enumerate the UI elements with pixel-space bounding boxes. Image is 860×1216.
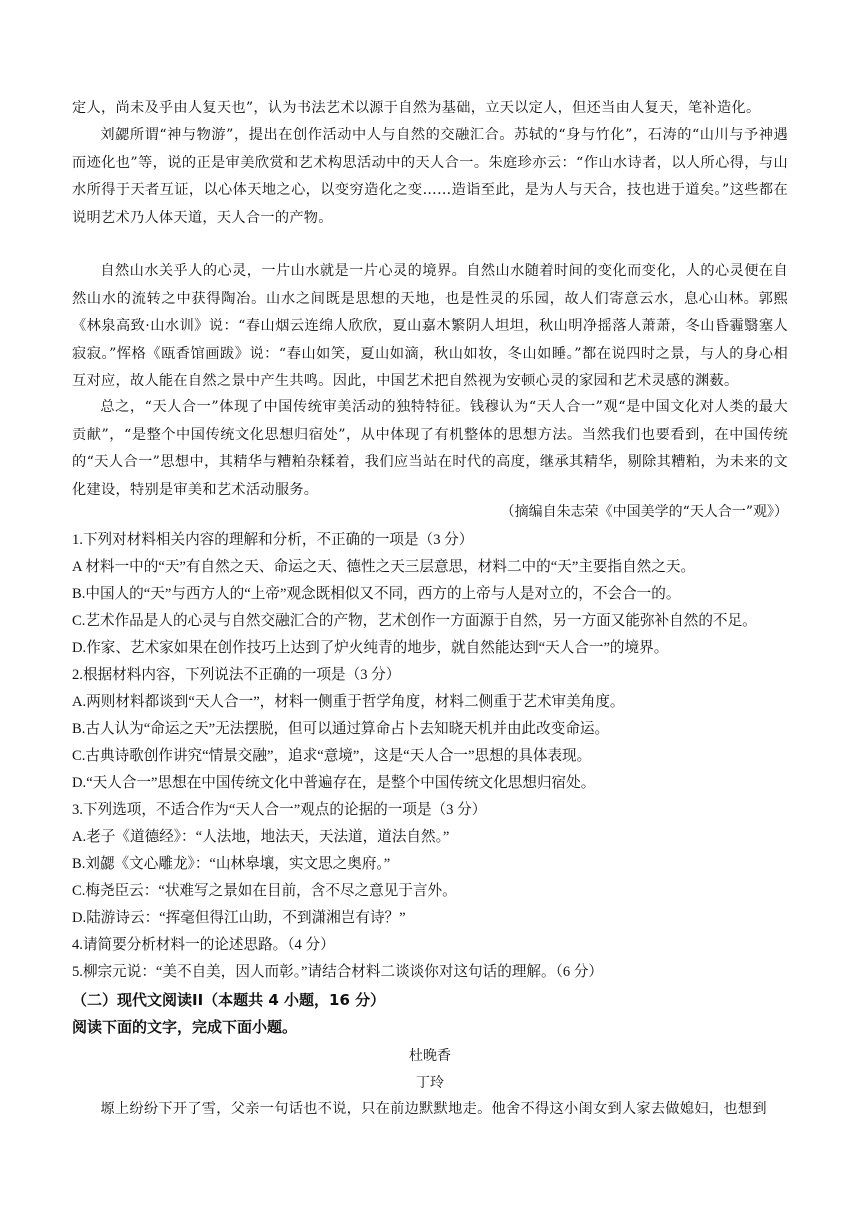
passage-source: （摘编自朱志荣《中国美学的“天人合一”观》） <box>500 504 788 520</box>
story-opening: 塬上纷纷下开了雪，父亲一句话也不说，只在前边默默地走。他舍不得这小闺女到人家去做媳妇，也想到 <box>100 1101 767 1117</box>
passage-paragraph-3: 自然山水关乎人的心灵，一片山水就是一片心灵的境界。自然山水随着时间的变化而变化，人的心灵便在自然山水的流转之中获得陶冶。山水之间既是思想的天地，也是性灵的乐园，故人们寄意云水，息心山林。郭熙《林泉高致·山水训》说：“春山烟云连绵人欣欣，夏山嘉木繁阴人坦坦，秋山明净摇落人萧萧，冬山昏霾翳塞人寂寂。”恽格《瓯香馆画跋》说：“春山如笑，夏山如滴，秋山如妆，冬山如睡。”都在说四时之景，与人的身心相互对应，故人能在自然之景中产生共鸣。因此，中国艺术把自然视为安顿心灵的家园和艺术灵感的渊薮。 <box>72 263 788 390</box>
question-1-option-a: A 材料一中的“天”有自然之天、命运之天、德性之天三层意思，材料二中的“天”主要指自然之天。 <box>72 559 696 575</box>
question-2-option-c: C.古典诗歌创作讲究“情景交融”，追求“意境”，这是“天人合一”思想的具体表现。 <box>72 748 592 764</box>
passage-paragraph-2: 刘勰所谓“神与物游”，提出在创作活动中人与自然的交融汇合。苏轼的“身与竹化”，石涛的“山川与予神遇而迹化也”等，说的正是审美欣赏和艺术构思活动中的天人合一。朱庭珍亦云：“作山水诗者，以人所心得，与山水所得于天者互证，以心体天地之心，以变穷造化之变……造诣至此，是为人与天合，技也进于道矣。”这些都在说明艺术乃人体天道，天人合一的产物。 <box>72 127 788 226</box>
question-1-stem: 1.下列对材料相关内容的理解和分析，不正确的一项是（3 分） <box>72 532 474 548</box>
story-title: 杜晚香 <box>409 1048 451 1064</box>
question-4: 4.请简要分析材料一的论述思路。（4 分） <box>72 937 335 953</box>
story-author: 丁玲 <box>416 1075 444 1091</box>
question-2-option-a: A.两则材料都谈到“天人合一”，材料一侧重于哲学角度，材料二侧重于艺术审美角度。 <box>72 694 625 710</box>
section-2-instruction: 阅读下面的文字，完成下面小题。 <box>72 1018 298 1036</box>
passage-paragraph-4: 总之，“天人合一”体现了中国传统审美活动的独特特征。钱穆认为“天人合一”观“是中国文化对人类的最大贡献”，“是整个中国传统文化思想归宿处”，从中体现了有机整体的思想方法。当然我们也要看到，在中国传统的“天人合一”思想中，其精华与糟粕杂糅着，我们应当站在时代的高度，继承其精华，剔除其糟粕，为未来的文化建设，特别是审美和艺术活动服务。 <box>72 399 788 498</box>
question-3-option-c: C.梅尧臣云：“状难写之景如在目前，含不尽之意见于言外。 <box>72 883 457 899</box>
question-2-option-b: B.古人认为“命运之天”无法摆脱，但可以通过算命占卜去知晓天机并由此改变命运。 <box>72 721 610 737</box>
question-2-option-d: D.“天人合一”思想在中国传统文化中普遍存在，是整个中国传统文化思想归宿处。 <box>72 775 596 791</box>
passage-paragraph-1-tail: 定人，尚未及乎由人复天也”，认为书法艺术以源于自然为基础，立天以定人，但还当由人复天，笔补造化。 <box>72 100 761 116</box>
question-3-option-a: A.老子《道德经》：“人法地，地法天，天法道，道法自然。” <box>72 829 450 845</box>
question-1-option-b: B.中国人的“天”与西方人的“上帝”观念既相似又不同，西方的上帝与人是对立的，不会合一的。 <box>72 586 681 602</box>
question-1-option-c: C.艺术作品是人的心灵与自然交融汇合的产物，艺术创作一方面源于自然，另一方面又能弥补自然的不足。 <box>72 613 757 629</box>
question-1-option-d: D.作家、艺术家如果在创作技巧上达到了炉火纯青的地步，就自然能达到“天人合一”的境界。 <box>72 640 669 656</box>
question-3-stem: 3.下列选项，不适合作为“天人合一”观点的论据的一项是（3 分） <box>72 802 487 818</box>
section-2-heading: （二）现代文阅读II（本题共 4 小题，16 分） <box>72 991 386 1009</box>
question-3-option-d: D.陆游诗云：“挥毫但得江山助，不到潇湘岂有诗？” <box>72 910 406 926</box>
question-2-stem: 2.根据材料内容，下列说法不正确的一项是（3 分） <box>72 667 401 683</box>
question-3-option-b: B.刘勰《文心雕龙》：“山林皋壤，实文思之奥府。” <box>72 856 391 872</box>
question-5: 5.柳宗元说：“美不自美，因人而彰。”请结合材料二谈谈你对这句话的理解。（6 分） <box>72 964 604 980</box>
